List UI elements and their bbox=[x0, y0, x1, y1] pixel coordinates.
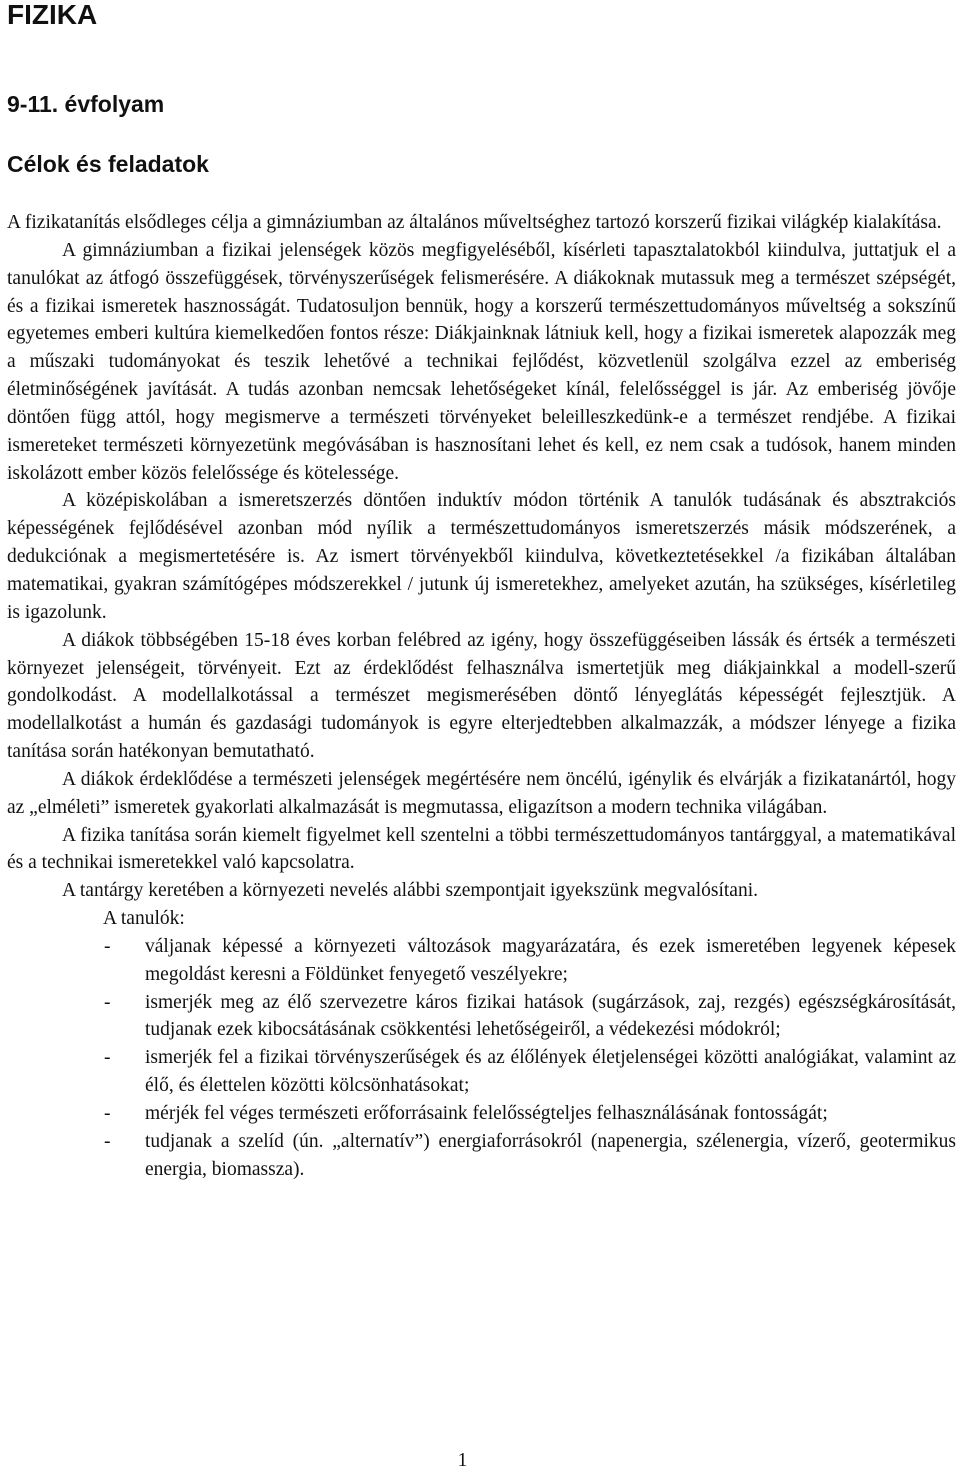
paragraph: A diákok többségében 15-18 éves korban felébred az igény, hogy összefüggéseiben lássák és értsék a természeti környezet jelenségeit, törvényeit. Ezt az érdeklődést felhasználva ismertetjük meg diákjainkkal a modell-szerű gondolkodást. A modellalkotással a természet megismerésében döntő lényeglátás képességét fejlesztjük. A modellalkotást a humán és gazdasági tudományok is egyre elterjedtebben alkalmazzák, a módszer lényege a fizika tanítása során hatékonyan bemutatható. bbox=[7, 629, 956, 763]
paragraph: A fizika tanítása során kiemelt figyelmet kell szentelni a többi természettudományos tantárggyal, a matematikával és a technikai ismeretekkel való kapcsolatra. bbox=[7, 824, 956, 874]
paragraph: A gimnáziumban a fizikai jelenségek közös megfigyeléséből, kísérleti tapasztalatokból kiindulva, juttatjuk el a tanulókat az átfogó összefüggések, törvényszerűségek felismerésére. A diákoknak mutassuk meg a természet szépségét, és a fizikai ismeretek hasznosságát. Tudatosuljon bennük, hogy a korszerű természettudományos műveltség a sokszínű egyetemes emberi kultúra kiemelkedően fontos része: Diákjainknak látniuk kell, hogy a fizikai ismeretek alapozzák meg a műszaki tudományokat és teszik lehetővé a technikai fejlődést, közvetlenül szolgálva ezzel az emberiség életminőségének javítását. A tudás azonban nemcsak lehetőségeket kínál, felelősséggel is jár. Az emberiség jövője döntően függ attól, hogy megismerve a természeti törvényeket beleilleszkedünk-e a természet rendjébe. A fizikai ismereteket természeti környezetünk megóvásában is hasznosítani lehet és kell, ez nem csak a tudósok, hanem minden iskolázott ember közös felelőssége és kötelessége. bbox=[7, 239, 956, 484]
list-item bbox=[7, 989, 956, 1045]
list-marker: - bbox=[104, 935, 111, 957]
list-marker: - bbox=[104, 1130, 111, 1152]
list-item bbox=[7, 1128, 956, 1184]
section-heading: Célok és feladatok bbox=[7, 151, 209, 177]
list-item bbox=[7, 933, 956, 989]
document-title: FIZIKA bbox=[7, 0, 98, 30]
list-marker: - bbox=[104, 1047, 111, 1069]
list-marker: - bbox=[104, 1103, 111, 1124]
paragraph: A fizikatanítás elsődleges célja a gimnáziumban az általános műveltséghez tartozó korszerű fizikai világkép kialakítása. bbox=[7, 212, 942, 233]
list-item-text: váljanak képessé a környezeti változások magyarázatára, és ezek ismeretében legyenek képesek megoldást keresni a Földünket fenyegető veszélyekre; bbox=[145, 935, 956, 985]
list-item-text: mérjék fel véges természeti erőforrásaink felelősségteljes felhasználásának fontosságát; bbox=[145, 1103, 828, 1124]
list-item-text: ismerjék meg az élő szervezetre káros fizikai hatások (sugárzások, zaj, rezgés) egészségkárosítását, tudjanak ezek kibocsátásának csökkentési lehetőségeiről, a védekezési módokról; bbox=[145, 991, 956, 1041]
list-marker: - bbox=[104, 991, 111, 1013]
student-goals-list bbox=[7, 933, 956, 1184]
list-item-text: tudjanak a szelíd (ún. „alternatív”) energiaforrásokról (napenergia, szélenergia, vízerő, geotermikus energia, biomassza). bbox=[145, 1130, 956, 1180]
list-item bbox=[7, 1044, 956, 1100]
paragraph: A középiskolában a ismeretszerzés döntően induktív módon történik A tanulók tudásának és absztrakciós képességének fejlődésével azonban mód nyílik a természettudományos ismeretszerzés másik módszerének, a dedukciónak a megismertetésére is. Az ismert törvényekből kiindulva, következtetésekkel /a fizikában általában matematikai, gyakran számítógépes módszerekkel / jutunk új ismeretekhez, amelyeket azután, ha szükséges, kísérletileg is igazolunk. bbox=[7, 490, 956, 623]
grade-heading: 9-11. évfolyam bbox=[7, 91, 165, 117]
paragraph: A tantárgy keretében a környezeti nevelés alábbi szempontjait igyekszünk megvalósítani. bbox=[62, 880, 758, 902]
paragraph: A diákok érdeklődése a természeti jelenségek megértésére nem öncélú, igénylik és elvárják a fizikatanártól, hogy az „elméleti” ismeretek gyakorlati alkalmazását is megmutassa, eligazítson a modern technika világában. bbox=[7, 768, 956, 818]
list-item bbox=[7, 1100, 956, 1128]
page-number: 1 bbox=[457, 1450, 468, 1471]
list-item-text: ismerjék fel a fizikai törvényszerűségek és az élőlények életjelenségei közötti analógiákat, valamint az élő, és élettelen közötti kölcsönhatásokat; bbox=[145, 1047, 956, 1097]
document-body bbox=[7, 209, 956, 1184]
students-intro: A tanulók: bbox=[103, 908, 185, 930]
